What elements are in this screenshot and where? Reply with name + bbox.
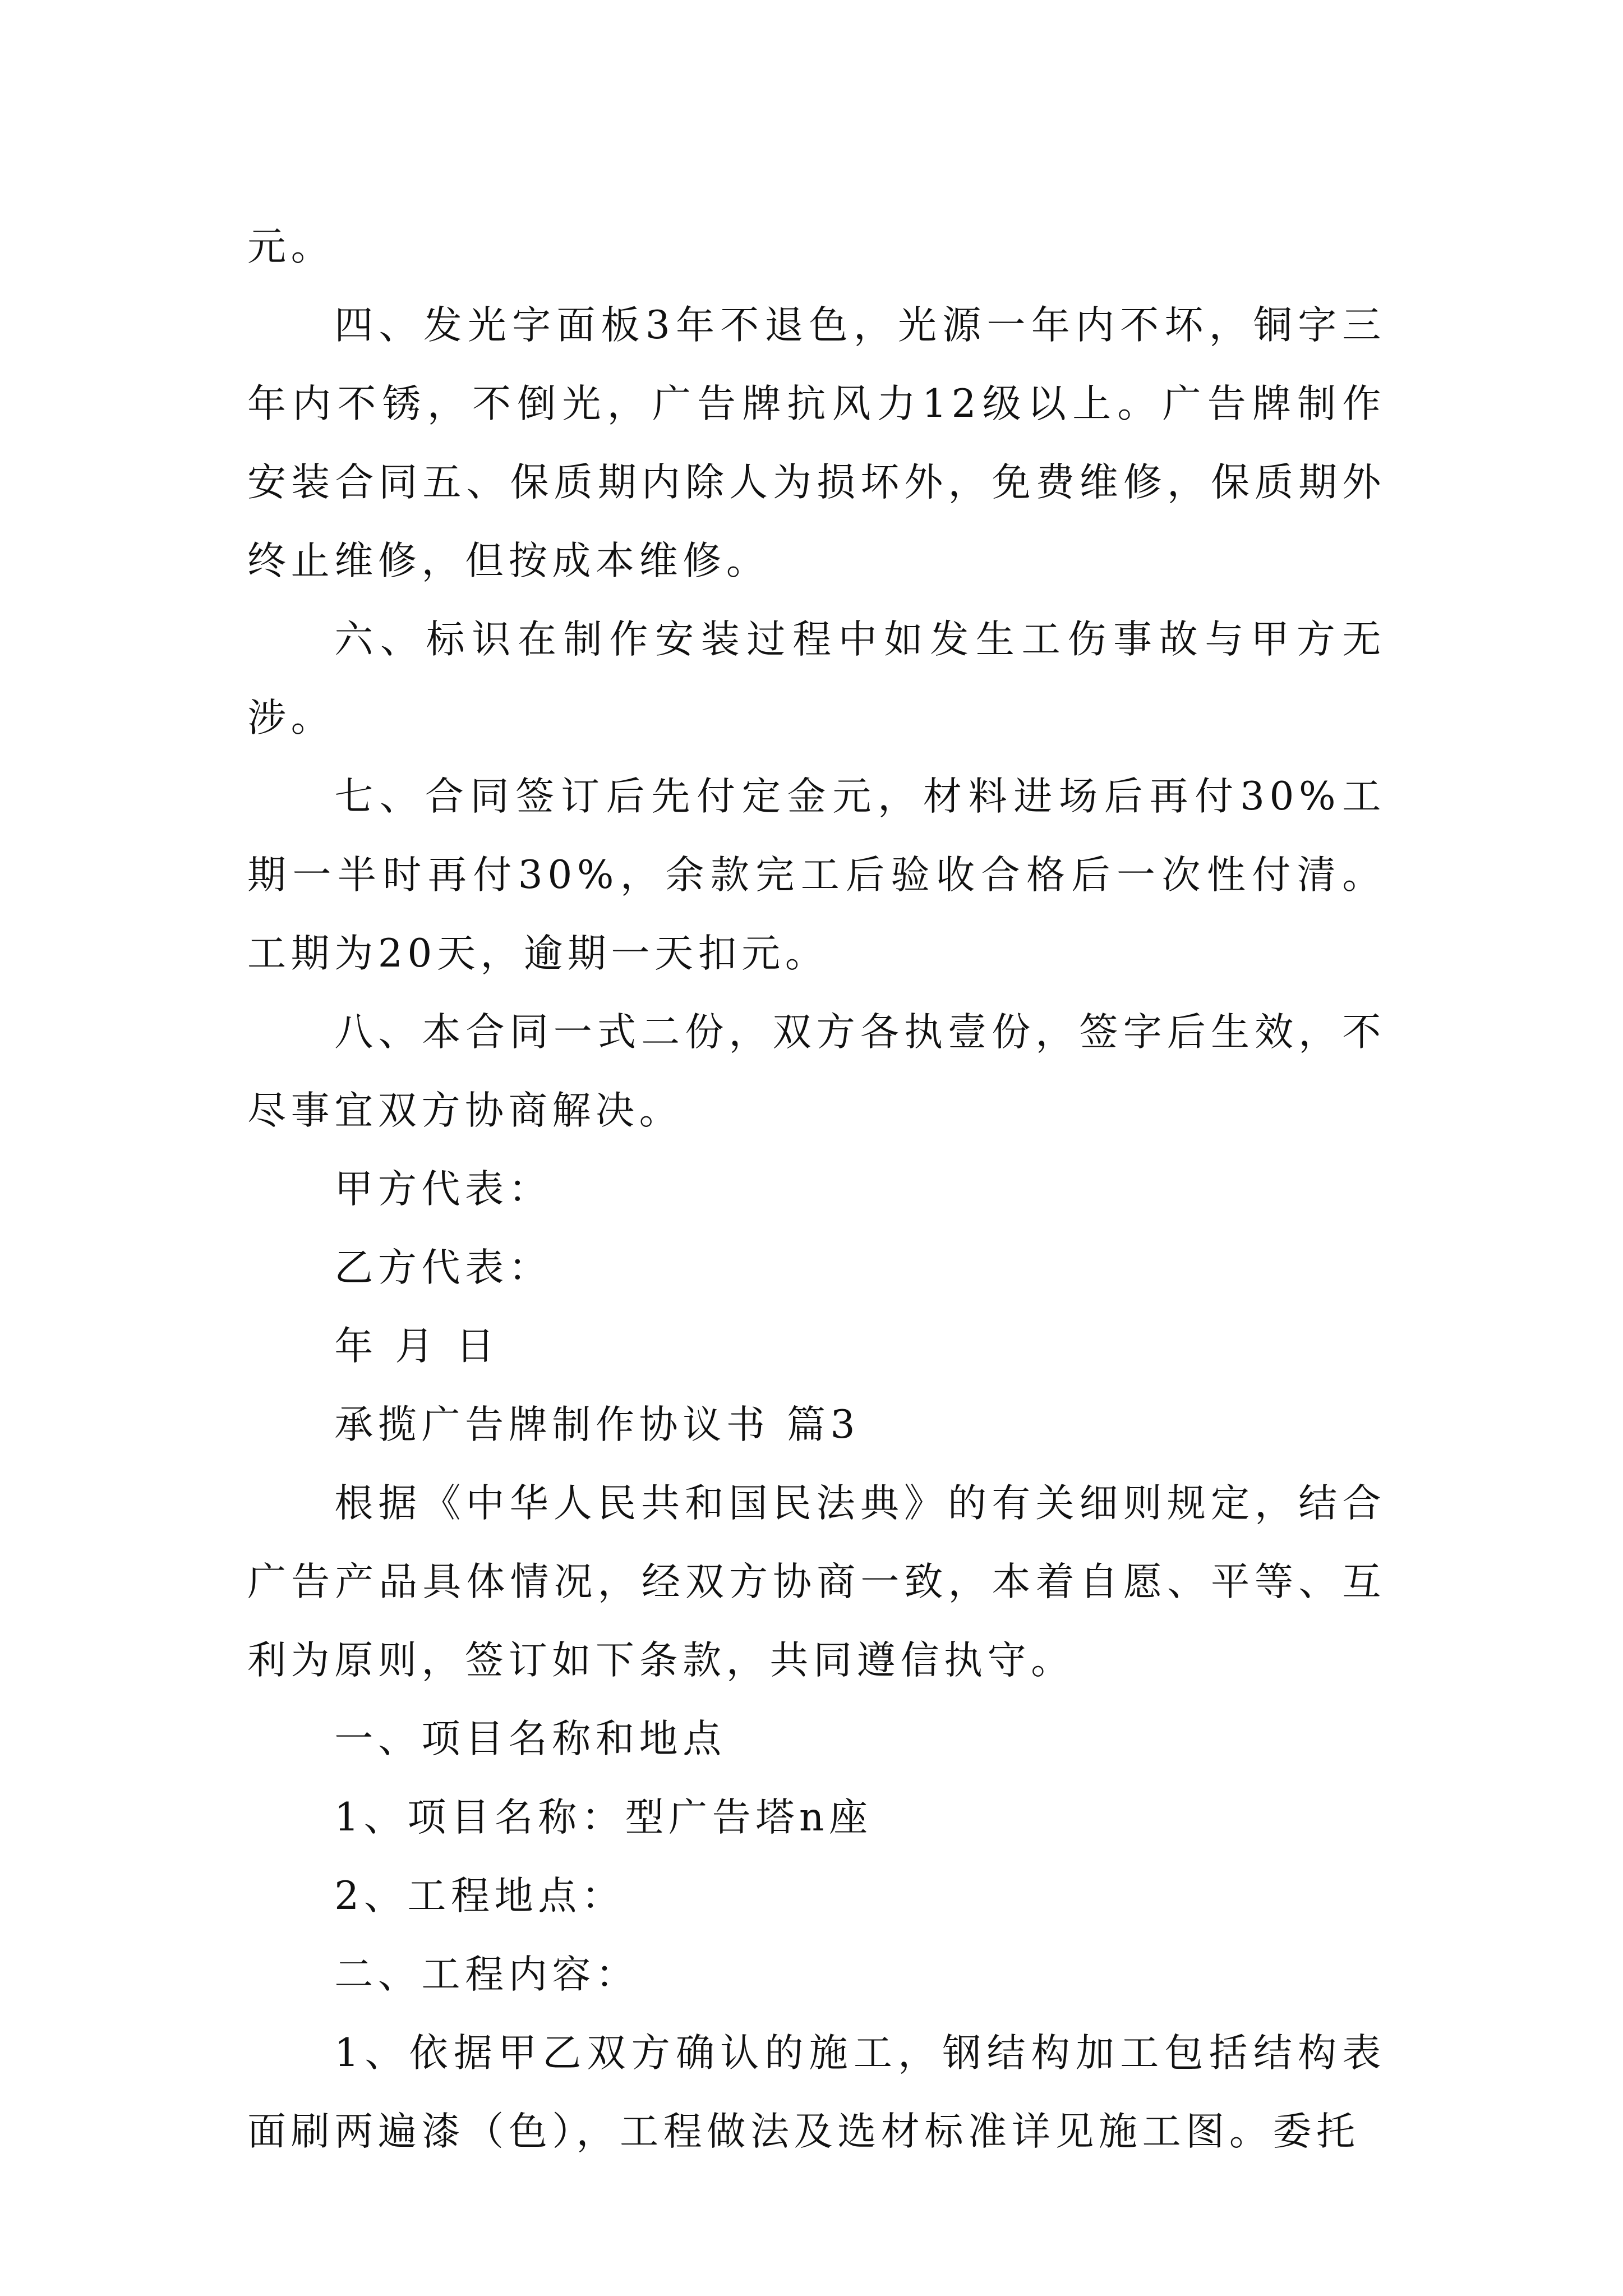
paragraph-1: 元。 xyxy=(247,224,335,269)
heading-project-name-location: 一、项目名称和地点 xyxy=(334,1717,726,1761)
paragraph-4: 七、合同签订后先付定金元，材料进场后再付30%工期一半时再付30%，余款完工后验收合格后一次性付清。工期为20天，逾期一天扣元。 xyxy=(247,774,1386,976)
item-construction-details: 1、依据甲乙双方确认的施工，钢结构加工包括结构表面刷两遍漆（色），工程做法及选材标准详见施工图。委托 xyxy=(247,2031,1386,2154)
section-title: 承揽广告牌制作协议书 篇3 xyxy=(334,1402,860,1447)
date-line: 年 月 日 xyxy=(334,1324,500,1369)
party-b-signature-line: 乙方代表： xyxy=(334,1245,552,1290)
paragraph-5: 八、本合同一式二份，双方各执壹份，签字后生效，不尽事宜双方协商解决。 xyxy=(247,1010,1386,1133)
paragraph-intro: 根据《中华人民共和国民法典》的有关细则规定，结合广告产品具体情况，经双方协商一致，本着自愿、平等、互利为原则，签订如下条款，共同遵信执守。 xyxy=(247,1481,1386,1683)
party-a-signature-line: 甲方代表： xyxy=(334,1167,552,1212)
paragraph-2: 四、发光字面板3年不退色，光源一年内不坏，铜字三年内不锈，不倒光，广告牌抗风力12级以上。广告牌制作安装合同五、保质期内除人为损坏外，免费维修，保质期外终止维修，但按成本维修。 xyxy=(247,303,1386,583)
item-project-name: 1、项目名称：型广告塔n座 xyxy=(334,1795,873,1840)
paragraph-3: 六、标识在制作安装过程中如发生工伤事故与甲方无涉。 xyxy=(247,617,1386,740)
document-body xyxy=(247,208,1386,2171)
heading-project-content: 二、工程内容： xyxy=(334,1952,639,1997)
item-project-location: 2、工程地点： xyxy=(334,1874,625,1918)
